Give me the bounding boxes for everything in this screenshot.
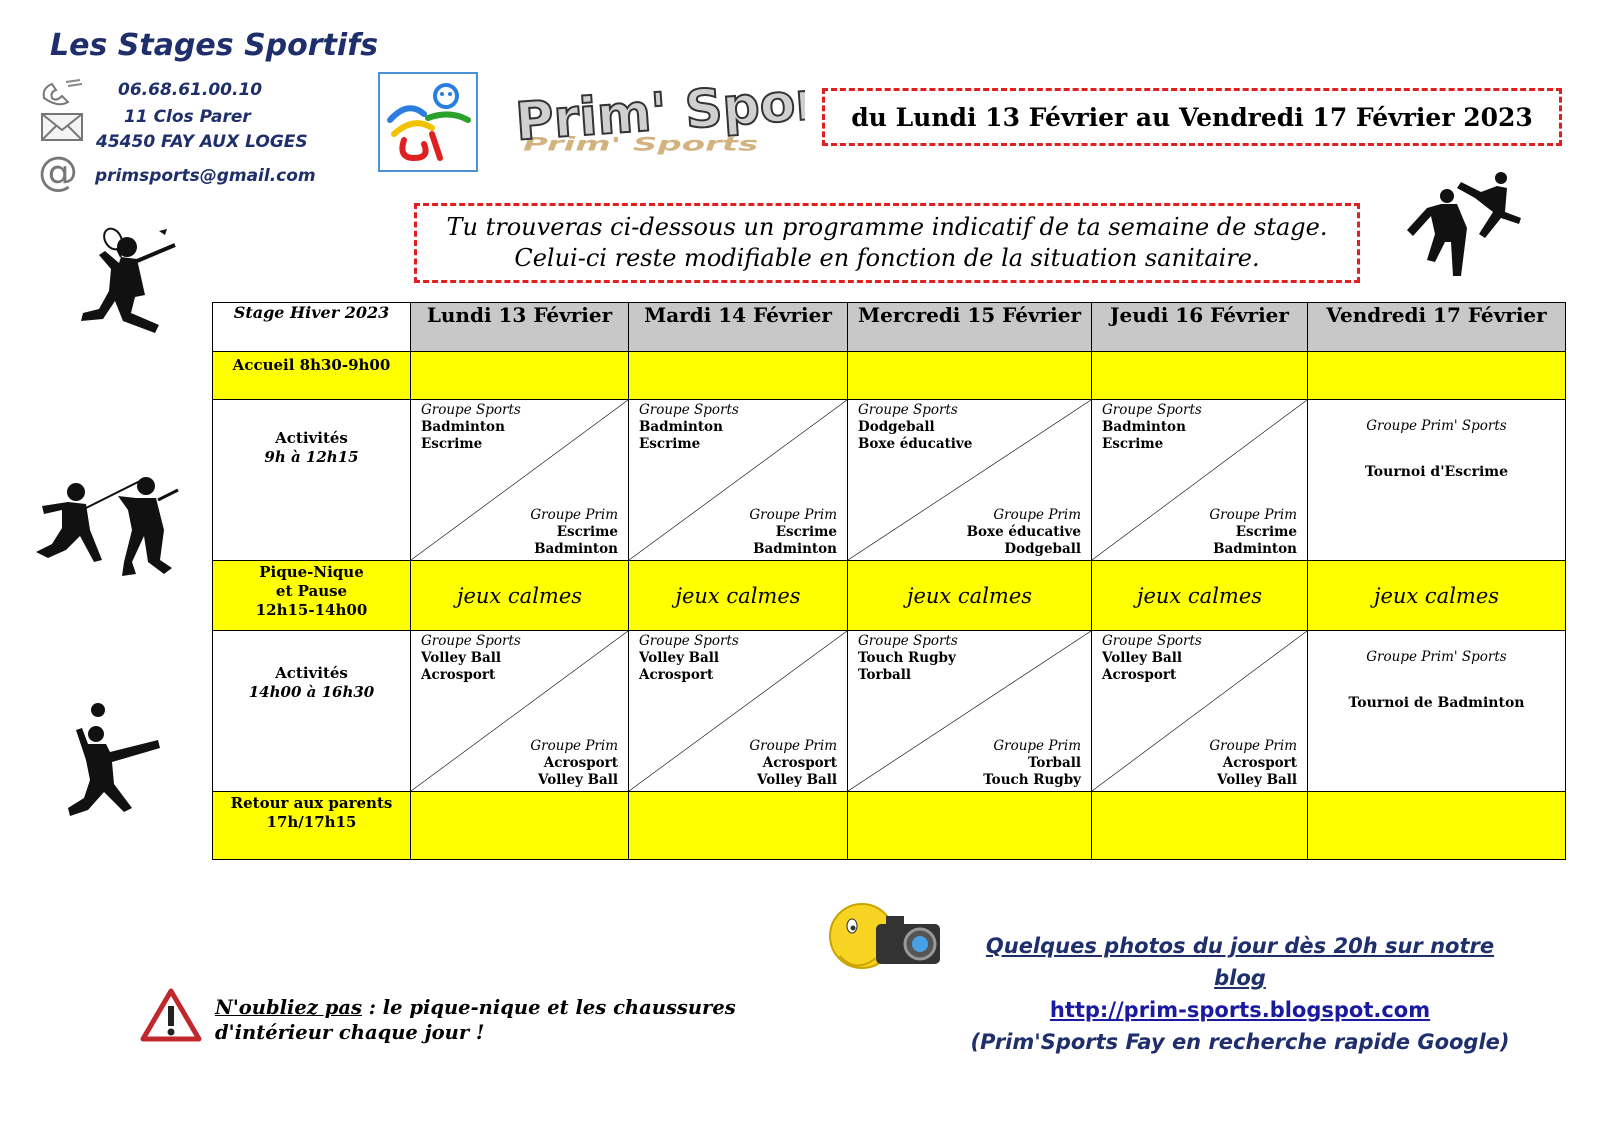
reminder-label: N'oubliez pas [215,996,362,1019]
group-prim-label: Groupe Prim [1209,738,1297,754]
friday-tournament-cell [1308,400,1566,561]
activity: Badminton [1213,541,1297,557]
empty-cell [629,352,848,400]
group-sports-label: Groupe Sports [858,402,958,418]
activity: Volley Ball [1102,650,1183,666]
empty-cell [848,792,1092,860]
activity: Acrosport [1222,755,1297,771]
page-title: Les Stages Sportifs [50,28,379,63]
row-label-morning-line2: 9h à 12h15 [264,448,359,466]
activity-split-cell [629,400,848,561]
row-label-retour-line1: Retour aux parents [230,794,393,812]
group-prim-label: Groupe Prim [749,507,837,523]
activity: Volley Ball [421,650,502,666]
volleyball-player-icon [62,700,172,829]
group-prim-sports-label: Groupe Prim' Sports [1366,418,1507,434]
svg-text:Prim' Sports: Prim' Sports [523,134,759,156]
brand-logo [515,68,805,163]
group-sports-label: Groupe Sports [858,633,958,649]
empty-cell [1092,792,1308,860]
friday-tournament-cell [1308,631,1566,792]
group-sports-label: Groupe Sports [421,402,521,418]
row-label-retour-line2: 17h/17h15 [266,813,357,831]
calm-games-cell: jeux calmes [1308,561,1566,631]
reminder-text-line2: d'intérieur chaque jour ! [215,1021,485,1044]
activity: Dodgeball [1004,541,1081,557]
empty-cell [1308,792,1566,860]
activity: Acrosport [1102,667,1177,683]
intro-text [414,203,1360,283]
activity: Escrime [1102,436,1164,452]
phone-number: 06.68.61.00.10 [118,80,263,100]
group-prim-label: Groupe Prim [530,738,618,754]
activity: Badminton [753,541,837,557]
day-header: Mercredi 15 Février [848,303,1092,352]
tournament-name: Tournoi d'Escrime [1365,464,1508,480]
group-prim-label: Groupe Prim [749,738,837,754]
empty-cell [1308,352,1566,400]
stage-label: Stage Hiver 2023 [213,303,411,352]
activity-split-cell [848,400,1092,561]
table-header-row [213,303,1566,352]
activity-split-cell [411,400,629,561]
fencers-icon [32,470,182,584]
calm-games-cell: jeux calmes [848,561,1092,631]
activity: Escrime [1235,524,1297,540]
activity: Touch Rugby [983,772,1081,788]
activity: Volley Ball [1216,772,1297,788]
group-sports-label: Groupe Sports [1102,633,1202,649]
group-prim-label: Groupe Prim [1209,507,1297,523]
warning-icon [140,988,202,1046]
address-line-2: 45450 FAY AUX LOGES [96,132,308,152]
calm-games-cell: jeux calmes [629,561,848,631]
activity: Acrosport [762,755,837,771]
row-label-morning-line1: Activités [275,429,348,447]
activity: Torball [1027,755,1081,771]
day-header: Mardi 14 Février [629,303,848,352]
badminton-player-icon [75,225,185,349]
intro-line-1: Tu trouveras ci-dessous un programme indicatif de ta semaine de stage. [446,213,1328,241]
row-label-lunch-line3: 12h15-14h00 [255,601,368,619]
activity: Volley Ball [756,772,837,788]
activity: Badminton [1102,419,1186,435]
group-prim-label: Groupe Prim [530,507,618,523]
activity: Boxe éducative [858,436,973,452]
activity-split-cell [1092,631,1308,792]
group-prim-label: Groupe Prim [993,738,1081,754]
activity: Volley Ball [639,650,720,666]
svg-text:Prim' Sports: Prim' Sports [515,68,805,153]
activity: Escrime [421,436,483,452]
smiley-camera-icon [826,900,946,984]
row-label-morning [213,400,411,561]
activity: Dodgeball [858,419,935,435]
empty-cell [1092,352,1308,400]
schedule-table [212,302,1566,860]
activity: Volley Ball [537,772,618,788]
club-logo [378,72,478,172]
tournament-name: Tournoi de Badminton [1348,695,1525,711]
group-sports-label: Groupe Sports [639,402,739,418]
row-label-afternoon-line2: 14h00 à 16h30 [248,683,375,701]
group-sports-label: Groupe Sports [1102,402,1202,418]
activity-split-cell [848,631,1092,792]
table-row-accueil [213,352,1566,400]
activity: Acrosport [543,755,618,771]
mail-icon [40,112,84,146]
email-address: primsports@gmail.com [95,166,316,186]
acrobats-icon [1405,168,1525,287]
activity: Torball [858,667,912,683]
calm-games-cell: jeux calmes [1092,561,1308,631]
table-row-lunch [213,561,1566,631]
row-label-lunch-line2: et Pause [275,582,348,600]
blog-link[interactable]: http://prim-sports.blogspot.com [1049,998,1431,1022]
activity: Badminton [421,419,505,435]
activity-split-cell [629,631,848,792]
table-row-morning [213,400,1566,561]
activity-split-cell [1092,400,1308,561]
row-label-afternoon-line1: Activités [275,664,348,682]
empty-cell [848,352,1092,400]
group-prim-sports-label: Groupe Prim' Sports [1366,649,1507,665]
stage-dates: du Lundi 13 Février au Vendredi 17 Février 2023 [822,88,1562,146]
calm-games-cell: jeux calmes [411,561,629,631]
row-label-lunch-line1: Pique-Nique [259,563,364,581]
activity: Escrime [639,436,701,452]
day-header: Vendredi 17 Février [1308,303,1566,352]
intro-line-2: Celui-ci reste modifiable en fonction de la situation sanitaire. [514,244,1260,272]
row-label-afternoon [213,631,411,792]
day-header: Lundi 13 Février [411,303,629,352]
empty-cell [411,792,629,860]
reminder-text: : le pique-nique et les chaussures [361,996,736,1019]
at-icon: @ [38,149,78,195]
activity: Badminton [534,541,618,557]
empty-cell [629,792,848,860]
day-header: Jeudi 16 Février [1092,303,1308,352]
row-label-retour [213,792,411,860]
reminder-note [215,995,736,1045]
address-line-1: 11 Clos Parer [124,107,251,127]
activity: Acrosport [421,667,496,683]
blog-info [960,930,1520,1058]
table-row-afternoon [213,631,1566,792]
blog-line-1: Quelques photos du jour dès 20h sur notre blog [985,934,1495,990]
group-sports-label: Groupe Sports [639,633,739,649]
group-sports-label: Groupe Sports [421,633,521,649]
activity: Badminton [639,419,723,435]
blog-line-3: (Prim'Sports Fay en recherche rapide Google) [970,1030,1510,1054]
empty-cell [411,352,629,400]
activity: Escrime [775,524,837,540]
row-label-accueil: Accueil 8h30-9h00 [213,352,411,400]
activity: Touch Rugby [858,650,956,666]
group-prim-label: Groupe Prim [993,507,1081,523]
activity: Acrosport [639,667,714,683]
activity: Boxe éducative [966,524,1081,540]
activity: Escrime [556,524,618,540]
activity-split-cell [411,631,629,792]
phone-icon [40,78,84,110]
table-row-retour [213,792,1566,860]
